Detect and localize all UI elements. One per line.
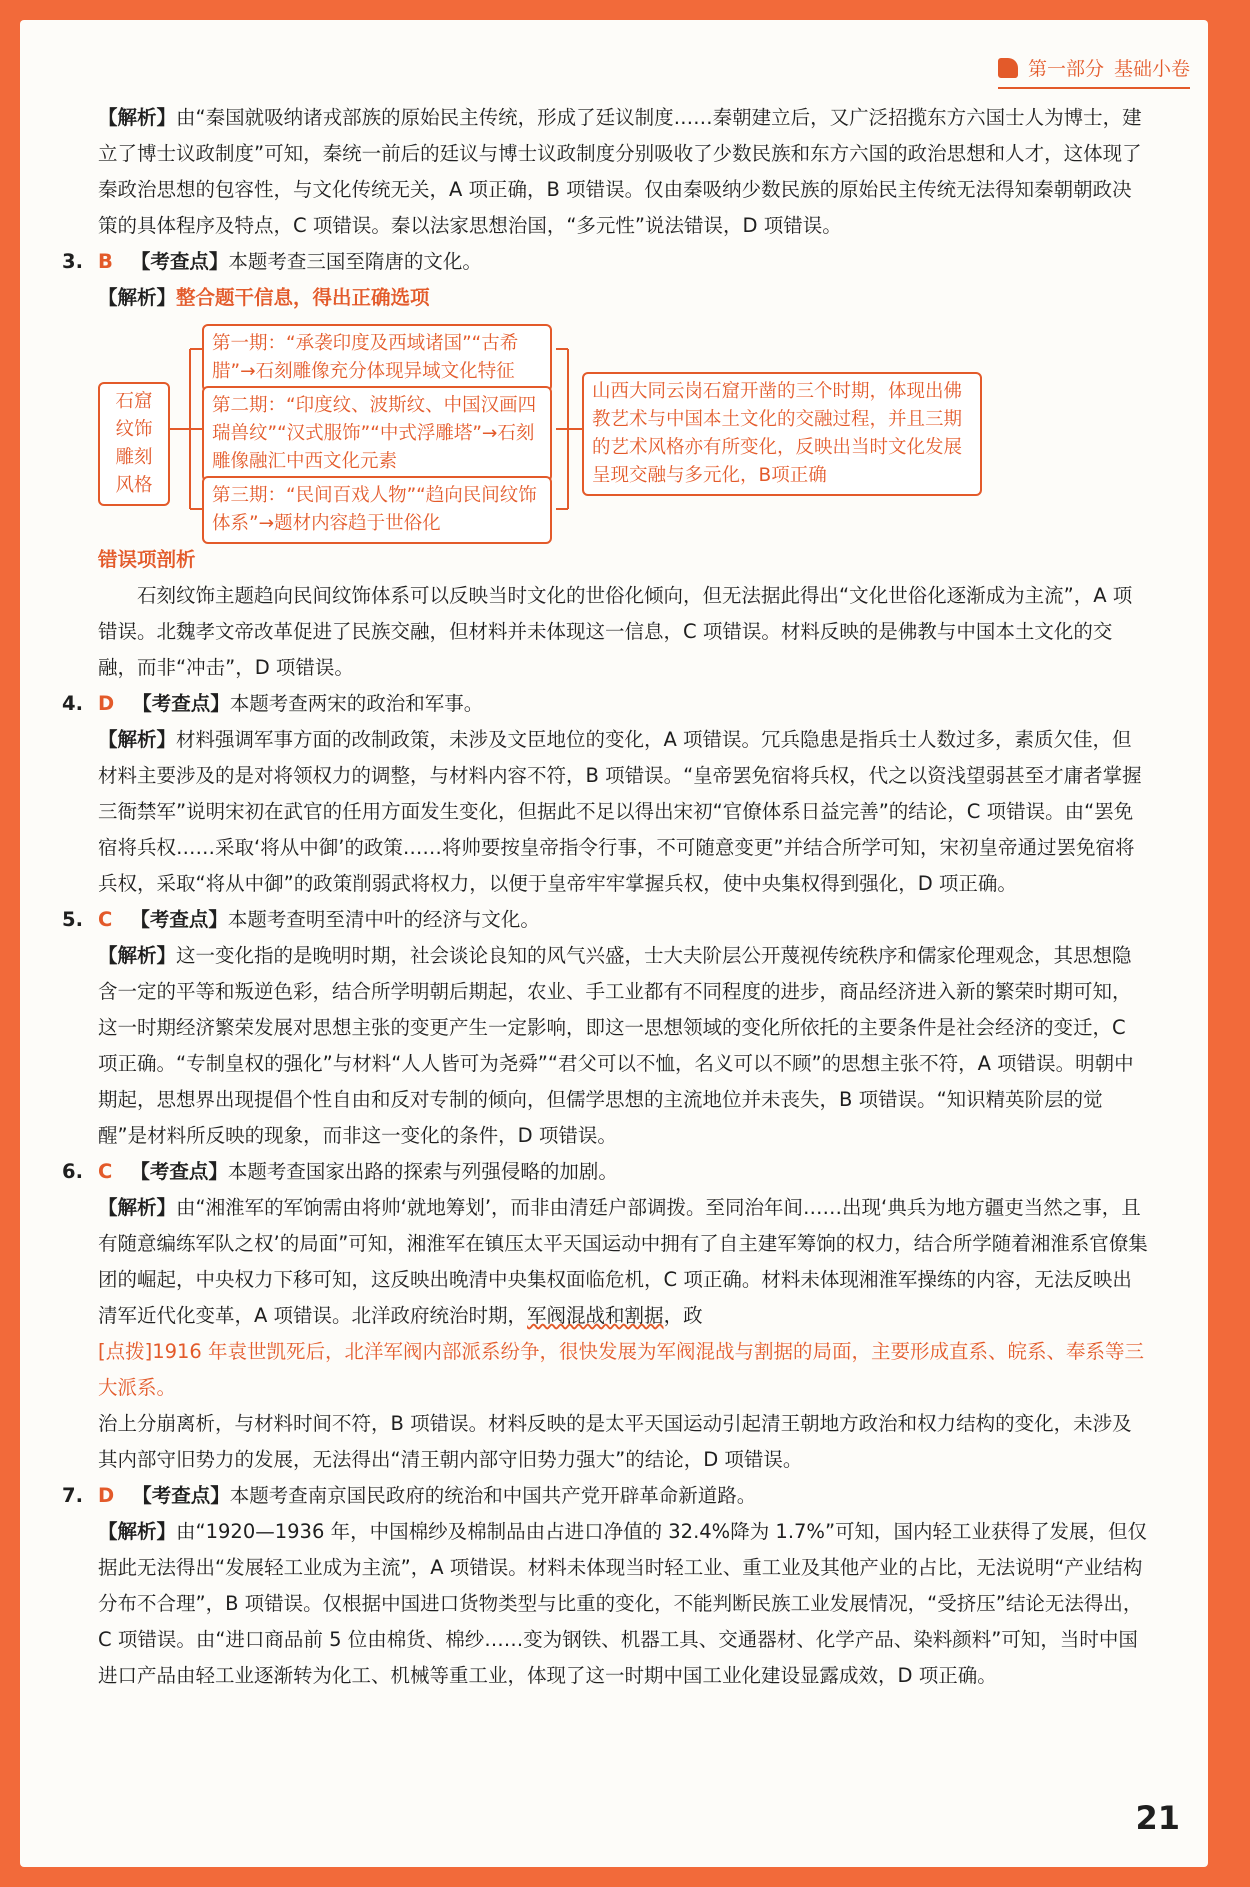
point-text: 本题考查国家出路的探索与列强侵略的加剧。 xyxy=(227,1160,618,1183)
diagram-left-box: 石窟纹饰雕刻风格 xyxy=(98,382,170,506)
analysis-text-c: 治上分崩离析，与材料时间不符，B 项错误。材料反映的是太平天国运动引起清王朝地方政治和权力结构的变化，未涉及其内部守旧势力的发展，无法得出“清王朝内部守旧势力强大”的结论，D 项错误。 xyxy=(98,1412,1132,1471)
question-number: 3. xyxy=(62,250,83,273)
point-text: 本题考查三国至隋唐的文化。 xyxy=(228,250,482,273)
analysis-label: 【解析】 xyxy=(98,944,177,967)
analysis-text: 由“1920—1936 年，中国棉纱及棉制品由占进口净值的 32.4%降为 1.7%”可知，国内轻工业获得了发展，但仅据此无法得出“发展轻工业成为主流”，A 项错误。材料未体现当时轻工业、重工业及其他产业的占比，无法说明“产业结构分布不合理”，B 项错误。仅根据中国进口货物类型与比重的变化，不能判断民族工业发展情况，“受挤压”结论无法得出，C 项错误。由“进口商品前 5 位由棉货、棉纱……变为钢铁、机器工具、交通器材、化学产品、染料颜料”可知，当时中国进口产品由轻工业逐渐转为化工、机械等重工业，体现了这一时期中国工业化建设显露成效，D 项正确。 xyxy=(98,1520,1148,1687)
question-number: 5. xyxy=(62,908,83,931)
analysis-label: 【解析】 xyxy=(98,728,177,751)
answer-letter: D xyxy=(98,1484,115,1507)
answer-letter: B xyxy=(98,250,113,273)
error-analysis-text: 石刻纹饰主题趋向民间纹饰体系可以反映当时文化的世俗化倾向，但无法据此得出“文化世俗化逐渐成为主流”，A 项错误。北魏孝文帝改革促进了民族交融，但材料并未体现这一信息，C 项错误。材料反映的是佛教与中国本土文化的交融，而非“冲击”，D 项错误。 xyxy=(98,584,1133,679)
diagram-period-3: 第三期：“民间百戏人物”“趋向民间纹饰体系”→题材内容趋于世俗化 xyxy=(202,476,552,544)
flow-diagram xyxy=(98,324,1150,534)
question-number: 6. xyxy=(62,1160,83,1183)
answer-letter: C xyxy=(98,1160,113,1183)
answer-letter: C xyxy=(98,908,113,931)
analysis-label: 【解析】 xyxy=(98,1196,177,1219)
analysis-text: 材料强调军事方面的改制政策，未涉及文臣地位的变化，A 项错误。冗兵隐患是指兵士人数过多，素质欠佳，但材料主要涉及的是对将领权力的调整，与材料内容不符，B 项错误。“皇帝罢免宿将兵权，代之以资浅望弱甚至才庸者掌握三衙禁军”说明宋初在武官的任用方面发生变化，但据此不足以得出宋初“官僚体系日益完善”的结论，C 项错误。由“罢免宿将兵权……采取‘将从中御’的政策……将帅要按皇帝指令行事，不可随意变更”并结合所学可知，宋初皇帝通过罢免宿将兵权，采取“将从中御”的政策削弱武将权力，以便于皇帝牢牢掌握兵权，使中央集权得到强化，D 项正确。 xyxy=(98,728,1142,895)
analysis-text: 由“秦国就吸纳诸戎部族的原始民主传统，形成了廷议制度……秦朝建立后，又广泛招揽东方六国士人为博士，建立了博士议政制度”可知，秦统一前后的廷议与博士议政制度分别吸收了少数民族和东方六国的政治思想和人才，这体现了秦政治思想的包容性，与文化传统无关，A 项正确，B 项错误。仅由秦吸纳少数民族的原始民主传统无法得知秦朝朝政决策的具体程序及特点，C 项错误。秦以法家思想治国，“多元性”说法错误，D 项错误。 xyxy=(98,106,1142,237)
point-label: 【考查点】 xyxy=(130,1160,228,1183)
point-text: 本题考查南京国民政府的统治和中国共产党开辟革命新道路。 xyxy=(229,1484,757,1507)
diagram-period-1: 第一期：“承袭印度及西域诸国”“古希腊”→石刻雕像充分体现异域文化特征 xyxy=(202,324,552,392)
question-4 xyxy=(62,686,1150,902)
bookmark-icon xyxy=(998,58,1018,78)
question-6 xyxy=(62,1154,1150,1478)
analysis-label: 【解析】 xyxy=(98,106,177,129)
content xyxy=(62,100,1150,1694)
q2-analysis xyxy=(70,100,1150,244)
analysis-label: 【解析】 xyxy=(98,286,177,309)
frame-left xyxy=(0,0,20,1887)
point-text: 本题考查明至清中叶的经济与文化。 xyxy=(227,908,540,931)
analysis-label: 【解析】 xyxy=(98,1520,177,1543)
tip-note: [点拨]1916 年袁世凯死后，北洋军阀内部派系纷争，很快发展为军阀混战与割据的局面，主要形成直系、皖系、奉系等三大派系。 xyxy=(98,1340,1145,1399)
point-label: 【考查点】 xyxy=(132,1484,230,1507)
header-underline xyxy=(998,87,1190,89)
analysis-title: 整合题干信息，得出正确选项 xyxy=(176,286,430,309)
diagram-period-2: 第二期：“印度纹、波斯纹、中国汉画四瑞兽纹”“汉式服饰”“中式浮雕塔”→石刻雕像融汇中西文化元素 xyxy=(202,386,552,482)
point-label: 【考查点】 xyxy=(130,250,229,273)
question-5 xyxy=(62,902,1150,1154)
analysis-text-b: ，政 xyxy=(663,1304,703,1327)
error-analysis-title: 错误项剖析 xyxy=(98,548,196,571)
page-number: 21 xyxy=(1135,1799,1180,1837)
question-number: 7. xyxy=(62,1484,83,1507)
question-3 xyxy=(62,244,1150,686)
frame-bottom xyxy=(0,1867,1250,1887)
question-7 xyxy=(62,1478,1150,1694)
frame-right xyxy=(1208,0,1250,1887)
point-label: 【考查点】 xyxy=(132,692,230,715)
page-header xyxy=(998,54,1190,81)
frame-top xyxy=(0,0,1250,20)
question-number: 4. xyxy=(62,692,83,715)
diagram-conclusion: 山西大同云岗石窟开凿的三个时期，体现出佛教艺术与中国本土文化的交融过程，并且三期的艺术风格亦有所变化，反映出当时文化发展呈现交融与多元化，B项正确 xyxy=(582,372,982,496)
analysis-text-a: 由“湘淮军的军饷需由将帅‘就地筹划’，而非由清廷户部调拨。至同治年间……出现‘典兵为地方疆吏当然之事，且有随意编练军队之权’的局面”可知，湘淮军在镇压太平天国运动中拥有了自主建军筹饷的权力，结合所学随着湘淮系官僚集团的崛起，中央权力下移可知，这反映出晚清中央集权面临危机，C 项正确。材料未体现湘淮军操练的内容，无法反映出清军近代化变革，A 项错误。北洋政府统治时期， xyxy=(98,1196,1148,1327)
answer-letter: D xyxy=(98,692,115,715)
point-label: 【考查点】 xyxy=(130,908,228,931)
header-section: 第一部分 xyxy=(1027,58,1104,80)
underlined-phrase: 军阀混战和割据 xyxy=(527,1304,664,1327)
point-text: 本题考查两宋的政治和军事。 xyxy=(229,692,484,715)
header-subtitle: 基础小卷 xyxy=(1113,58,1190,80)
analysis-text: 这一变化指的是晚明时期，社会谈论良知的风气兴盛，士大夫阶层公开蔑视传统秩序和儒家伦理观念，其思想隐含一定的平等和叛逆色彩，结合所学明朝后期起，农业、手工业都有不同程度的进步，商品经济进入新的繁荣时期可知，这一时期经济繁荣发展对思想主张的变更产生一定影响，即这一思想领域的变化所依托的主要条件是社会经济的变迁，C 项正确。“专制皇权的强化”与材料“人人皆可为尧舜”“君父可以不恤，名义可以不顾”的思想主张不符，A 项错误。明朝中期起，思想界出现提倡个性自由和反对专制的倾向，但儒学思想的主流地位并未丧失，B 项错误。“知识精英阶层的觉醒”是材料所反映的现象，而非这一变化的条件，D 项错误。 xyxy=(98,944,1134,1147)
